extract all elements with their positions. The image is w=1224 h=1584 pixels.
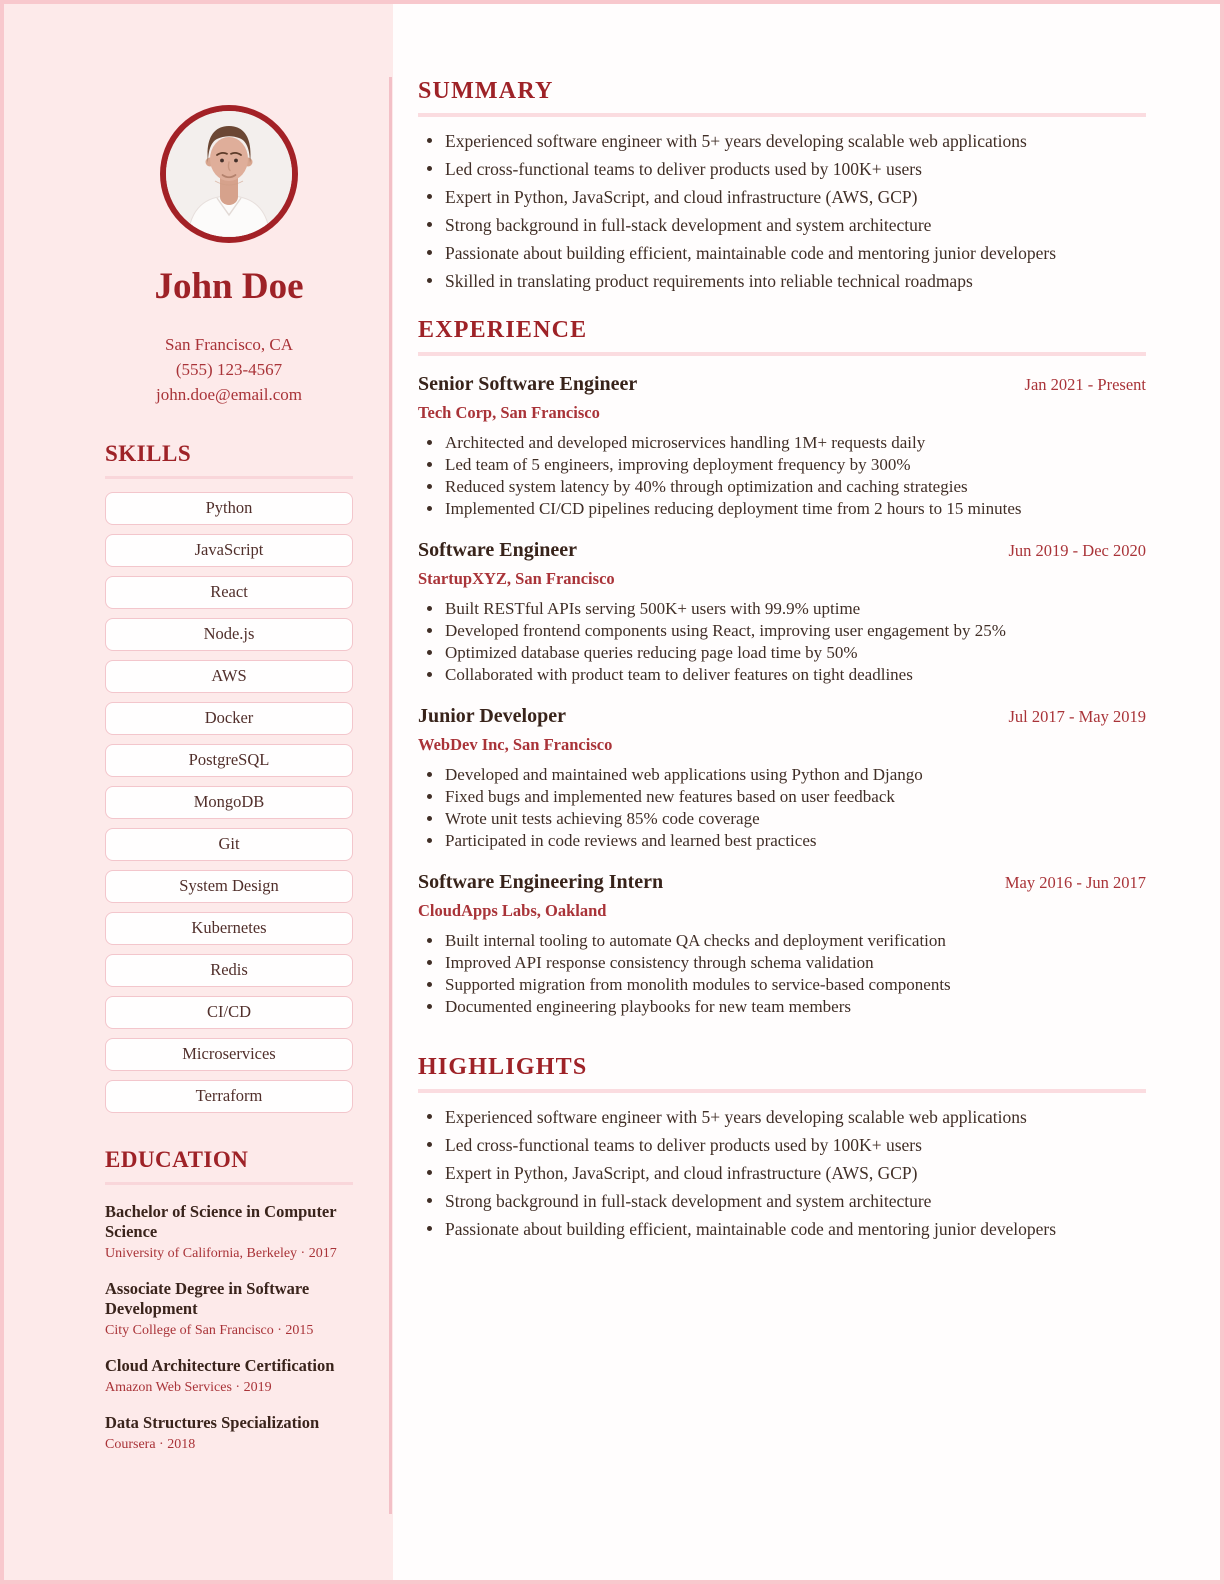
job-bullet: Reduced system latency by 40% through optimization and caching strategies [418, 477, 1146, 496]
job-dates: Jan 2021 - Present [1024, 375, 1146, 394]
summary-section-title: SUMMARY [418, 78, 554, 104]
job-dates: Jul 2017 - May 2019 [1008, 707, 1146, 726]
education-detail: Coursera · 2018 [105, 1436, 196, 1452]
sidebar [4, 4, 393, 1580]
education-rule [105, 1182, 353, 1185]
job-bullet-list [418, 599, 1146, 684]
job-bullet: Wrote unit tests achieving 85% code coverage [418, 809, 1146, 828]
summary-bullet: Skilled in translating product requirements into reliable technical roadmaps [418, 271, 1146, 291]
contact-block [105, 332, 353, 407]
contact-location: San Francisco, CA [165, 334, 293, 354]
job-company: CloudApps Labs, Oakland [418, 901, 607, 920]
summary-section [418, 78, 1146, 291]
highlight-bullet: Experienced software engineer with 5+ years developing scalable web applications [418, 1107, 1146, 1127]
skill-pill: CI/CD [105, 996, 353, 1029]
skills-rule [105, 476, 353, 479]
highlight-bullet: Led cross-functional teams to deliver products used by 100K+ users [418, 1135, 1146, 1155]
highlight-bullet: Passionate about building efficient, maintainable code and mentoring junior developers [418, 1219, 1146, 1239]
skill-pill: Terraform [105, 1080, 353, 1113]
highlight-bullet: Strong background in full-stack development and system architecture [418, 1191, 1146, 1211]
job-bullet: Led team of 5 engineers, improving deployment frequency by 300% [418, 455, 1146, 474]
summary-bullet: Experienced software engineer with 5+ years developing scalable web applications [418, 131, 1146, 151]
education-degree: Bachelor of Science in Computer Science [105, 1201, 337, 1241]
skill-pill: Kubernetes [105, 912, 353, 945]
job-company: StartupXYZ, San Francisco [418, 569, 615, 588]
summary-bullet: Strong background in full-stack development and system architecture [418, 215, 1146, 235]
skill-pill: Microservices [105, 1038, 353, 1071]
summary-bullet: Passionate about building efficient, maintainable code and mentoring junior developers [418, 243, 1146, 263]
summary-rule [418, 113, 1146, 117]
experience-rule [418, 352, 1146, 356]
summary-bullet: Led cross-functional teams to deliver products used by 100K+ users [418, 159, 1146, 179]
job-bullet: Built internal tooling to automate QA checks and deployment verification [418, 931, 1146, 950]
avatar-illustration [166, 111, 292, 237]
skill-pill: PostgreSQL [105, 744, 353, 777]
job-bullet: Developed and maintained web applications using Python and Django [418, 765, 1146, 784]
job-bullet: Documented engineering playbooks for new team members [418, 997, 1146, 1016]
education-detail: Amazon Web Services · 2019 [105, 1379, 272, 1395]
experience-job [418, 539, 1146, 684]
job-title: Software Engineering Intern [418, 871, 664, 893]
job-header [418, 871, 1146, 894]
education-item [105, 1356, 353, 1396]
skills-section-title: SKILLS [105, 440, 192, 466]
main-column [393, 4, 1220, 1580]
highlight-bullet: Expert in Python, JavaScript, and cloud infrastructure (AWS, GCP) [418, 1163, 1146, 1183]
profile-photo [160, 105, 298, 243]
job-bullet-list [418, 433, 1146, 518]
skill-pill: AWS [105, 660, 353, 693]
skill-pill: Docker [105, 702, 353, 735]
experience-section [418, 317, 1146, 1016]
job-title: Software Engineer [418, 539, 578, 561]
education-detail: City College of San Francisco · 2015 [105, 1322, 314, 1338]
job-bullet: Built RESTful APIs serving 500K+ users with 99.9% uptime [418, 599, 1146, 618]
job-bullet-list [418, 931, 1146, 1016]
job-bullet: Architected and developed microservices handling 1M+ requests daily [418, 433, 1146, 452]
job-header [418, 705, 1146, 728]
skill-pill: Node.js [105, 618, 353, 651]
skill-pill: React [105, 576, 353, 609]
education-item [105, 1279, 353, 1339]
skill-pill: System Design [105, 870, 353, 903]
summary-bullet-list [418, 131, 1146, 291]
experience-job [418, 705, 1146, 850]
experience-job [418, 871, 1146, 1016]
education-degree: Associate Degree in Software Development [105, 1278, 310, 1318]
experience-job [418, 373, 1146, 518]
summary-bullet: Expert in Python, JavaScript, and cloud infrastructure (AWS, GCP) [418, 187, 1146, 207]
candidate-name: John Doe [154, 266, 304, 307]
job-title: Junior Developer [418, 705, 566, 727]
job-bullet-list [418, 765, 1146, 850]
job-title: Senior Software Engineer [418, 373, 638, 395]
job-bullet: Participated in code reviews and learned best practices [418, 831, 1146, 850]
job-bullet: Improved API response consistency through schema validation [418, 953, 1146, 972]
education-section-title: EDUCATION [105, 1146, 249, 1172]
job-bullet: Supported migration from monolith modules to service-based components [418, 975, 1146, 994]
skill-pill: Python [105, 492, 353, 525]
job-bullet: Collaborated with product team to deliver features on tight deadlines [418, 665, 1146, 684]
highlights-bullet-list [418, 1107, 1146, 1239]
experience-section-title: EXPERIENCE [418, 317, 588, 343]
contact-phone: (555) 123-4567 [175, 359, 283, 379]
skills-list [105, 492, 353, 1113]
highlights-rule [418, 1089, 1146, 1093]
skill-pill: MongoDB [105, 786, 353, 819]
skill-pill: Redis [105, 954, 353, 987]
job-bullet: Implemented CI/CD pipelines reducing deployment time from 2 hours to 15 minutes [418, 499, 1146, 518]
job-header [418, 373, 1146, 396]
education-item [105, 1413, 353, 1453]
highlights-section-title: HIGHLIGHTS [418, 1054, 588, 1080]
job-company: Tech Corp, San Francisco [418, 403, 600, 422]
education-degree: Data Structures Specialization [105, 1412, 320, 1432]
job-company: WebDev Inc, San Francisco [418, 735, 613, 754]
education-degree: Cloud Architecture Certification [105, 1355, 335, 1375]
education-detail: University of California, Berkeley · 2017 [105, 1245, 337, 1261]
column-divider [389, 77, 392, 1514]
job-bullet: Fixed bugs and implemented new features based on user feedback [418, 787, 1146, 806]
skill-pill: JavaScript [105, 534, 353, 567]
education-list [105, 1202, 353, 1453]
job-header [418, 539, 1146, 562]
education-item [105, 1202, 353, 1262]
skill-pill: Git [105, 828, 353, 861]
contact-email: john.doe@email.com [156, 384, 302, 404]
job-bullet: Optimized database queries reducing page load time by 50% [418, 643, 1146, 662]
highlights-section [418, 1054, 1146, 1239]
job-dates: May 2016 - Jun 2017 [1004, 873, 1146, 892]
job-bullet: Developed frontend components using React, improving user engagement by 25% [418, 621, 1146, 640]
job-dates: Jun 2019 - Dec 2020 [1008, 541, 1146, 560]
